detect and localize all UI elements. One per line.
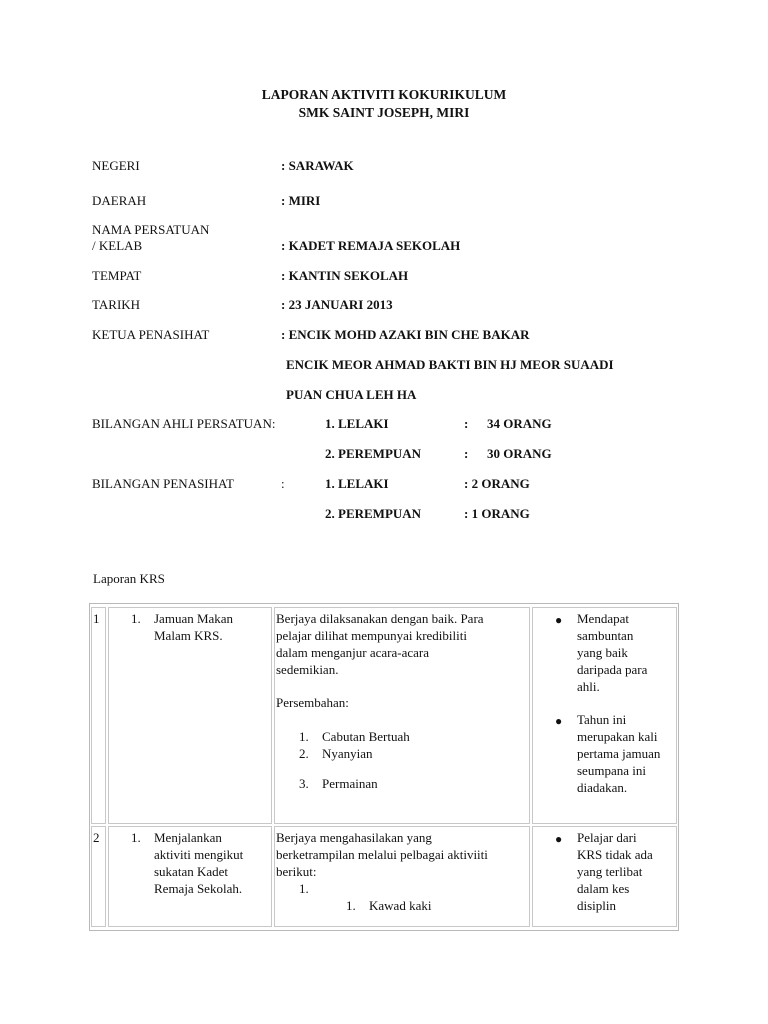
row1-activity-line1: Jamuan Makan [154,611,234,626]
row1-note2-line3: pertama jamuan [577,746,661,761]
row1-note1-line4: daripada para [577,662,648,677]
penasihat-name-2: ENCIK MEOR AHMAD BAKTI BIN HJ MEOR SUAADI [286,357,614,372]
row2-desc-line2: berketrampilan melalui pelbagai aktiviiti [276,847,488,862]
row1-number-cell [91,607,106,824]
row2-activity-line4: Remaja Sekolah. [154,881,243,896]
persatuan-label: NAMA PERSATUAN [92,222,210,237]
row2-note-line2: KRS tidak ada [577,847,653,862]
row2-number-cell [91,826,106,927]
bullet-icon: ● [555,832,563,846]
row1-note1-line1: Mendapat [577,611,629,626]
ketua-penasihat-label: KETUA PENASIHAT [92,327,210,342]
ahli-lelaki-colon: : [464,416,469,431]
row2-sub-num: 1. [299,881,309,896]
row1-note2-line2: merupakan kali [577,729,658,744]
row1-desc-line1: Berjaya dilaksanakan dengan baik. Para [276,611,484,626]
list-item: Cabutan Bertuah [322,729,410,744]
row2-activity-line1: Menjalankan [154,830,222,845]
list-item-num: 1. [346,898,356,913]
ahli-perempuan-value: 30 ORANG [487,446,552,461]
row1-activity-cell [108,607,272,824]
penasihat-lelaki-label: 1. LELAKI [325,476,389,491]
penasihat-name-1: : ENCIK MOHD AZAKI BIN CHE BAKAR [281,327,530,342]
row1-note2-line5: diadakan. [577,780,628,795]
row2-desc-line3: berikut: [276,864,317,879]
row1-notes-cell [532,607,677,824]
ahli-lelaki-label: 1. LELAKI [325,416,389,431]
list-item-num: 1. [299,729,309,744]
daerah-value: : MIRI [281,193,321,208]
bilangan-ahli-label: BILANGAN AHLI PERSATUAN: [92,416,276,431]
row2-activity-line3: sukatan Kadet [154,864,229,879]
bullet-icon: ● [555,613,563,627]
row1-activity-line2: Malam KRS. [154,628,223,643]
row2-description-cell [274,826,530,927]
penasihat-perempuan-label: 2. PEREMPUAN [325,506,422,521]
report-table [89,603,679,931]
report-heading: Laporan KRS [93,571,165,586]
school-name: SMK SAINT JOSEPH, MIRI [298,105,470,120]
row1-note1-line2: sambuntan [577,628,634,643]
row1-activity-num: 1. [131,611,141,626]
list-item: Permainan [322,776,378,791]
list-item: Kawad kaki [369,898,432,913]
row1-desc-line3: dalam menganjur acara-acara [276,645,430,660]
row1-note1-line5: ahli. [577,679,600,694]
row1-note1-line3: yang baik [577,645,628,660]
penasihat-perempuan-value: : 1 ORANG [464,506,530,521]
tarikh-value: : 23 JANUARI 2013 [281,297,393,312]
row2-number: 2 [93,830,100,845]
row1-desc-persembahan: Persembahan: [276,695,349,710]
row1-note2-line1: Tahun ini [577,712,627,727]
row1-description-cell [274,607,530,824]
row1-desc-line4: sedemikian. [276,662,339,677]
penasihat-name-3: PUAN CHUA LEH HA [286,387,417,402]
bilangan-penasihat-label: BILANGAN PENASIHAT [92,476,234,491]
row2-note-line1: Pelajar dari [577,830,637,845]
kelab-label: / KELAB [92,238,143,253]
row2-activity-cell [108,826,272,927]
tempat-value: : KANTIN SEKOLAH [281,268,409,283]
list-item: Nyanyian [322,746,373,761]
negeri-value: : SARAWAK [281,158,354,173]
row2-notes-cell [532,826,677,927]
report-title: LAPORAN AKTIVITI KOKURIKULUM [261,87,507,102]
row1-desc-line2: pelajar dilihat mempunyai kredibiliti [276,628,467,643]
row2-note-line5: disiplin [577,898,617,913]
persatuan-value: : KADET REMAJA SEKOLAH [281,238,461,253]
row1-note2-line4: seumpana ini [577,763,646,778]
list-item-num: 2. [299,746,309,761]
ahli-perempuan-colon: : [464,446,469,461]
negeri-label: NEGERI [92,158,140,173]
bilangan-penasihat-colon: : [281,476,285,491]
tempat-label: TEMPAT [92,268,142,283]
daerah-label: DAERAH [92,193,147,208]
list-item-num: 3. [299,776,309,791]
row2-desc-line1: Berjaya mengahasilakan yang [276,830,432,845]
row2-activity-line2: aktiviti mengikut [154,847,244,862]
row2-activity-num: 1. [131,830,141,845]
row2-note-line4: dalam kes [577,881,630,896]
bullet-icon: ● [555,714,563,728]
row1-number: 1 [93,611,100,626]
ahli-perempuan-label: 2. PEREMPUAN [325,446,422,461]
row2-note-line3: yang terlibat [577,864,643,879]
penasihat-lelaki-value: : 2 ORANG [464,476,530,491]
ahli-lelaki-value: 34 ORANG [487,416,552,431]
tarikh-label: TARIKH [92,297,141,312]
